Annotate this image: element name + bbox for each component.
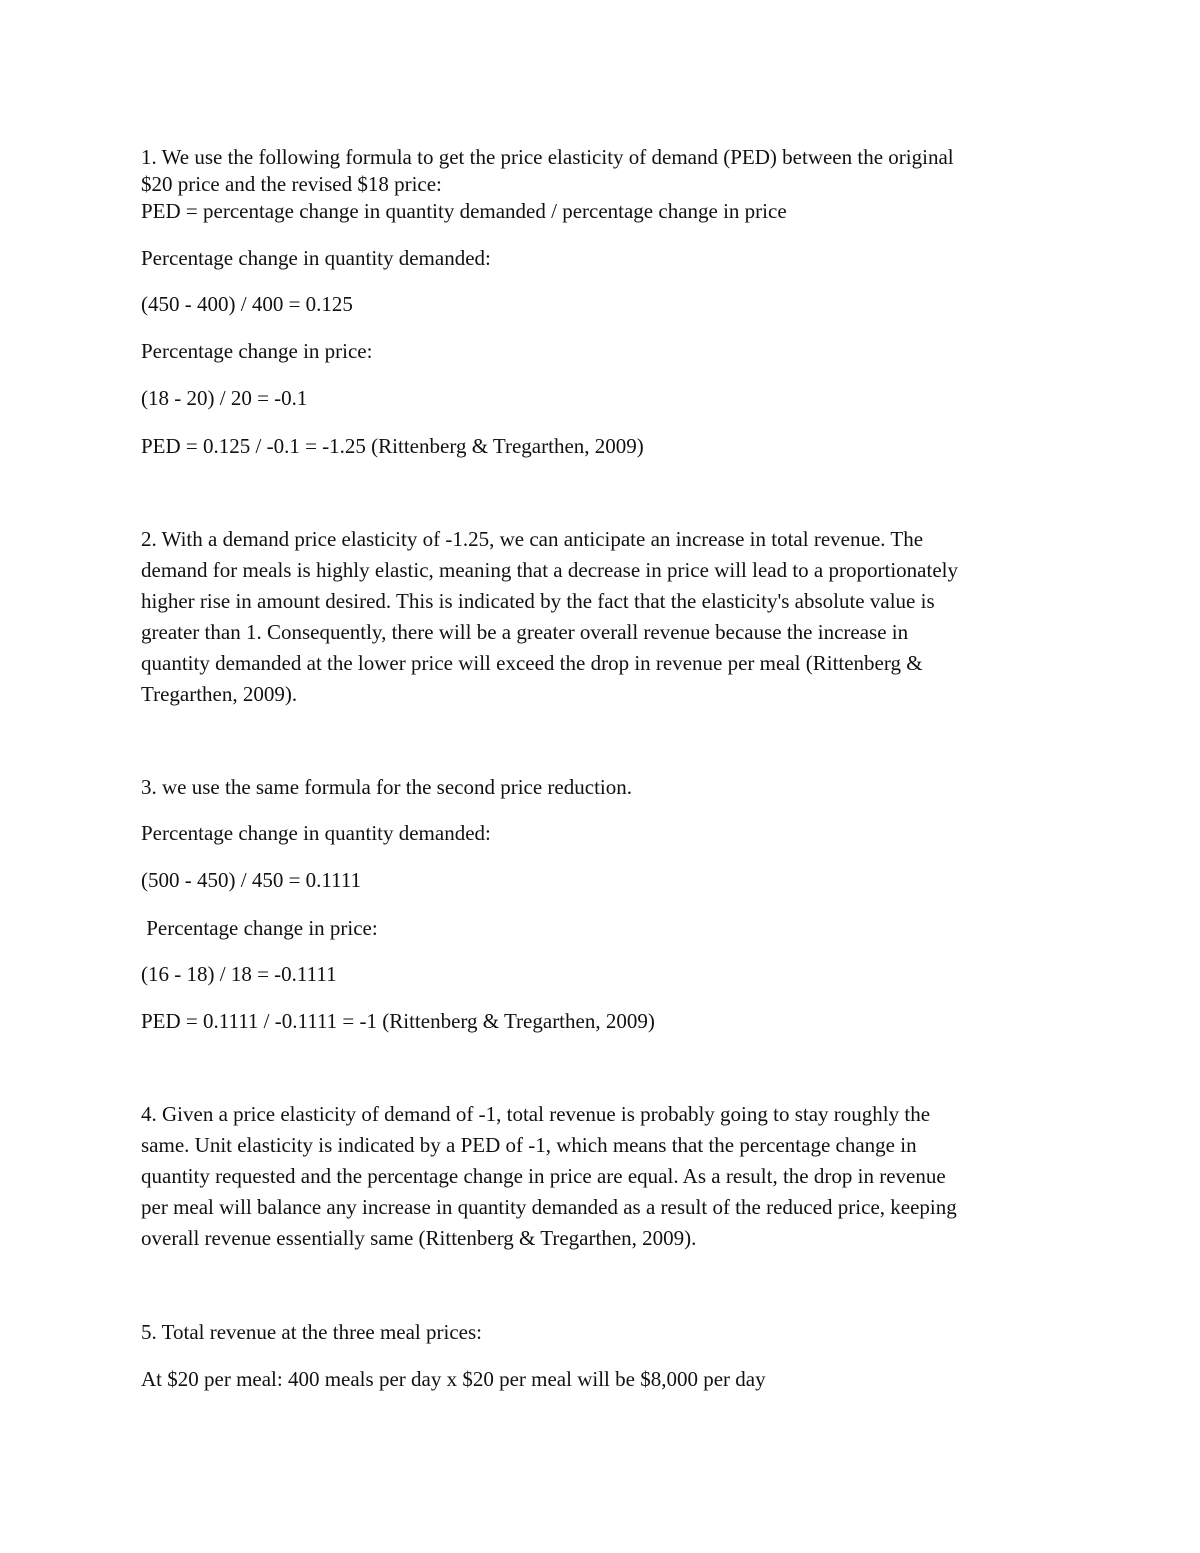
s3-intro: 3. we use the same formula for the second price reduction. (141, 775, 632, 799)
s1-formula: PED = percentage change in quantity demanded / percentage change in price (141, 199, 787, 223)
s1-intro-line2: $20 price and the revised $18 price: (141, 172, 442, 196)
s5-at20: At $20 per meal: 400 meals per day x $20 per meal will be $8,000 per day (141, 1367, 766, 1391)
s4-line: same. Unit elasticity is indicated by a PED of -1, which means that the percentage change in (141, 1133, 917, 1157)
s4-line: 4. Given a price elasticity of demand of -1, total revenue is probably going to stay roughly the (141, 1102, 931, 1126)
s2-line: demand for meals is highly elastic, meaning that a decrease in price will lead to a proportionately (141, 558, 958, 582)
s1-qty-label: Percentage change in quantity demanded: (141, 246, 491, 270)
s2-line: quantity demanded at the lower price will exceed the drop in revenue per meal (Rittenberg & (141, 651, 923, 675)
s4-line: quantity requested and the percentage change in price are equal. As a result, the drop in revenue (141, 1164, 946, 1188)
s3-qty-label: Percentage change in quantity demanded: (141, 821, 491, 845)
s2-line: higher rise in amount desired. This is indicated by the fact that the elasticity's absolute value is (141, 589, 935, 613)
s2-line: Tregarthen, 2009). (141, 682, 298, 706)
s1-intro-line1: 1. We use the following formula to get the price elasticity of demand (PED) between the original (141, 145, 954, 169)
s3-qty-calc: (500 - 450) / 450 = 0.1111 (141, 868, 362, 892)
s5-intro: 5. Total revenue at the three meal prices: (141, 1320, 482, 1344)
s2-line: greater than 1. Consequently, there will be a greater overall revenue because the increase in (141, 620, 909, 644)
s1-qty-calc: (450 - 400) / 400 = 0.125 (141, 292, 353, 316)
s3-ped-result: PED = 0.1111 / -0.1111 = -1 (Rittenberg & Tregarthen, 2009) (141, 1009, 655, 1033)
s2-line: 2. With a demand price elasticity of -1.25, we can anticipate an increase in total revenue. The (141, 527, 924, 551)
s1-ped-result: PED = 0.125 / -0.1 = -1.25 (Rittenberg & Tregarthen, 2009) (141, 434, 644, 458)
s1-price-calc: (18 - 20) / 20 = -0.1 (141, 386, 308, 410)
s4-line: overall revenue essentially same (Rittenberg & Tregarthen, 2009). (141, 1226, 697, 1250)
s4-line: per meal will balance any increase in quantity demanded as a result of the reduced price, keeping (141, 1195, 957, 1219)
s3-price-label: Percentage change in price: (141, 916, 378, 940)
s3-price-calc: (16 - 18) / 18 = -0.1111 (141, 962, 337, 986)
s1-price-label: Percentage change in price: (141, 339, 373, 363)
